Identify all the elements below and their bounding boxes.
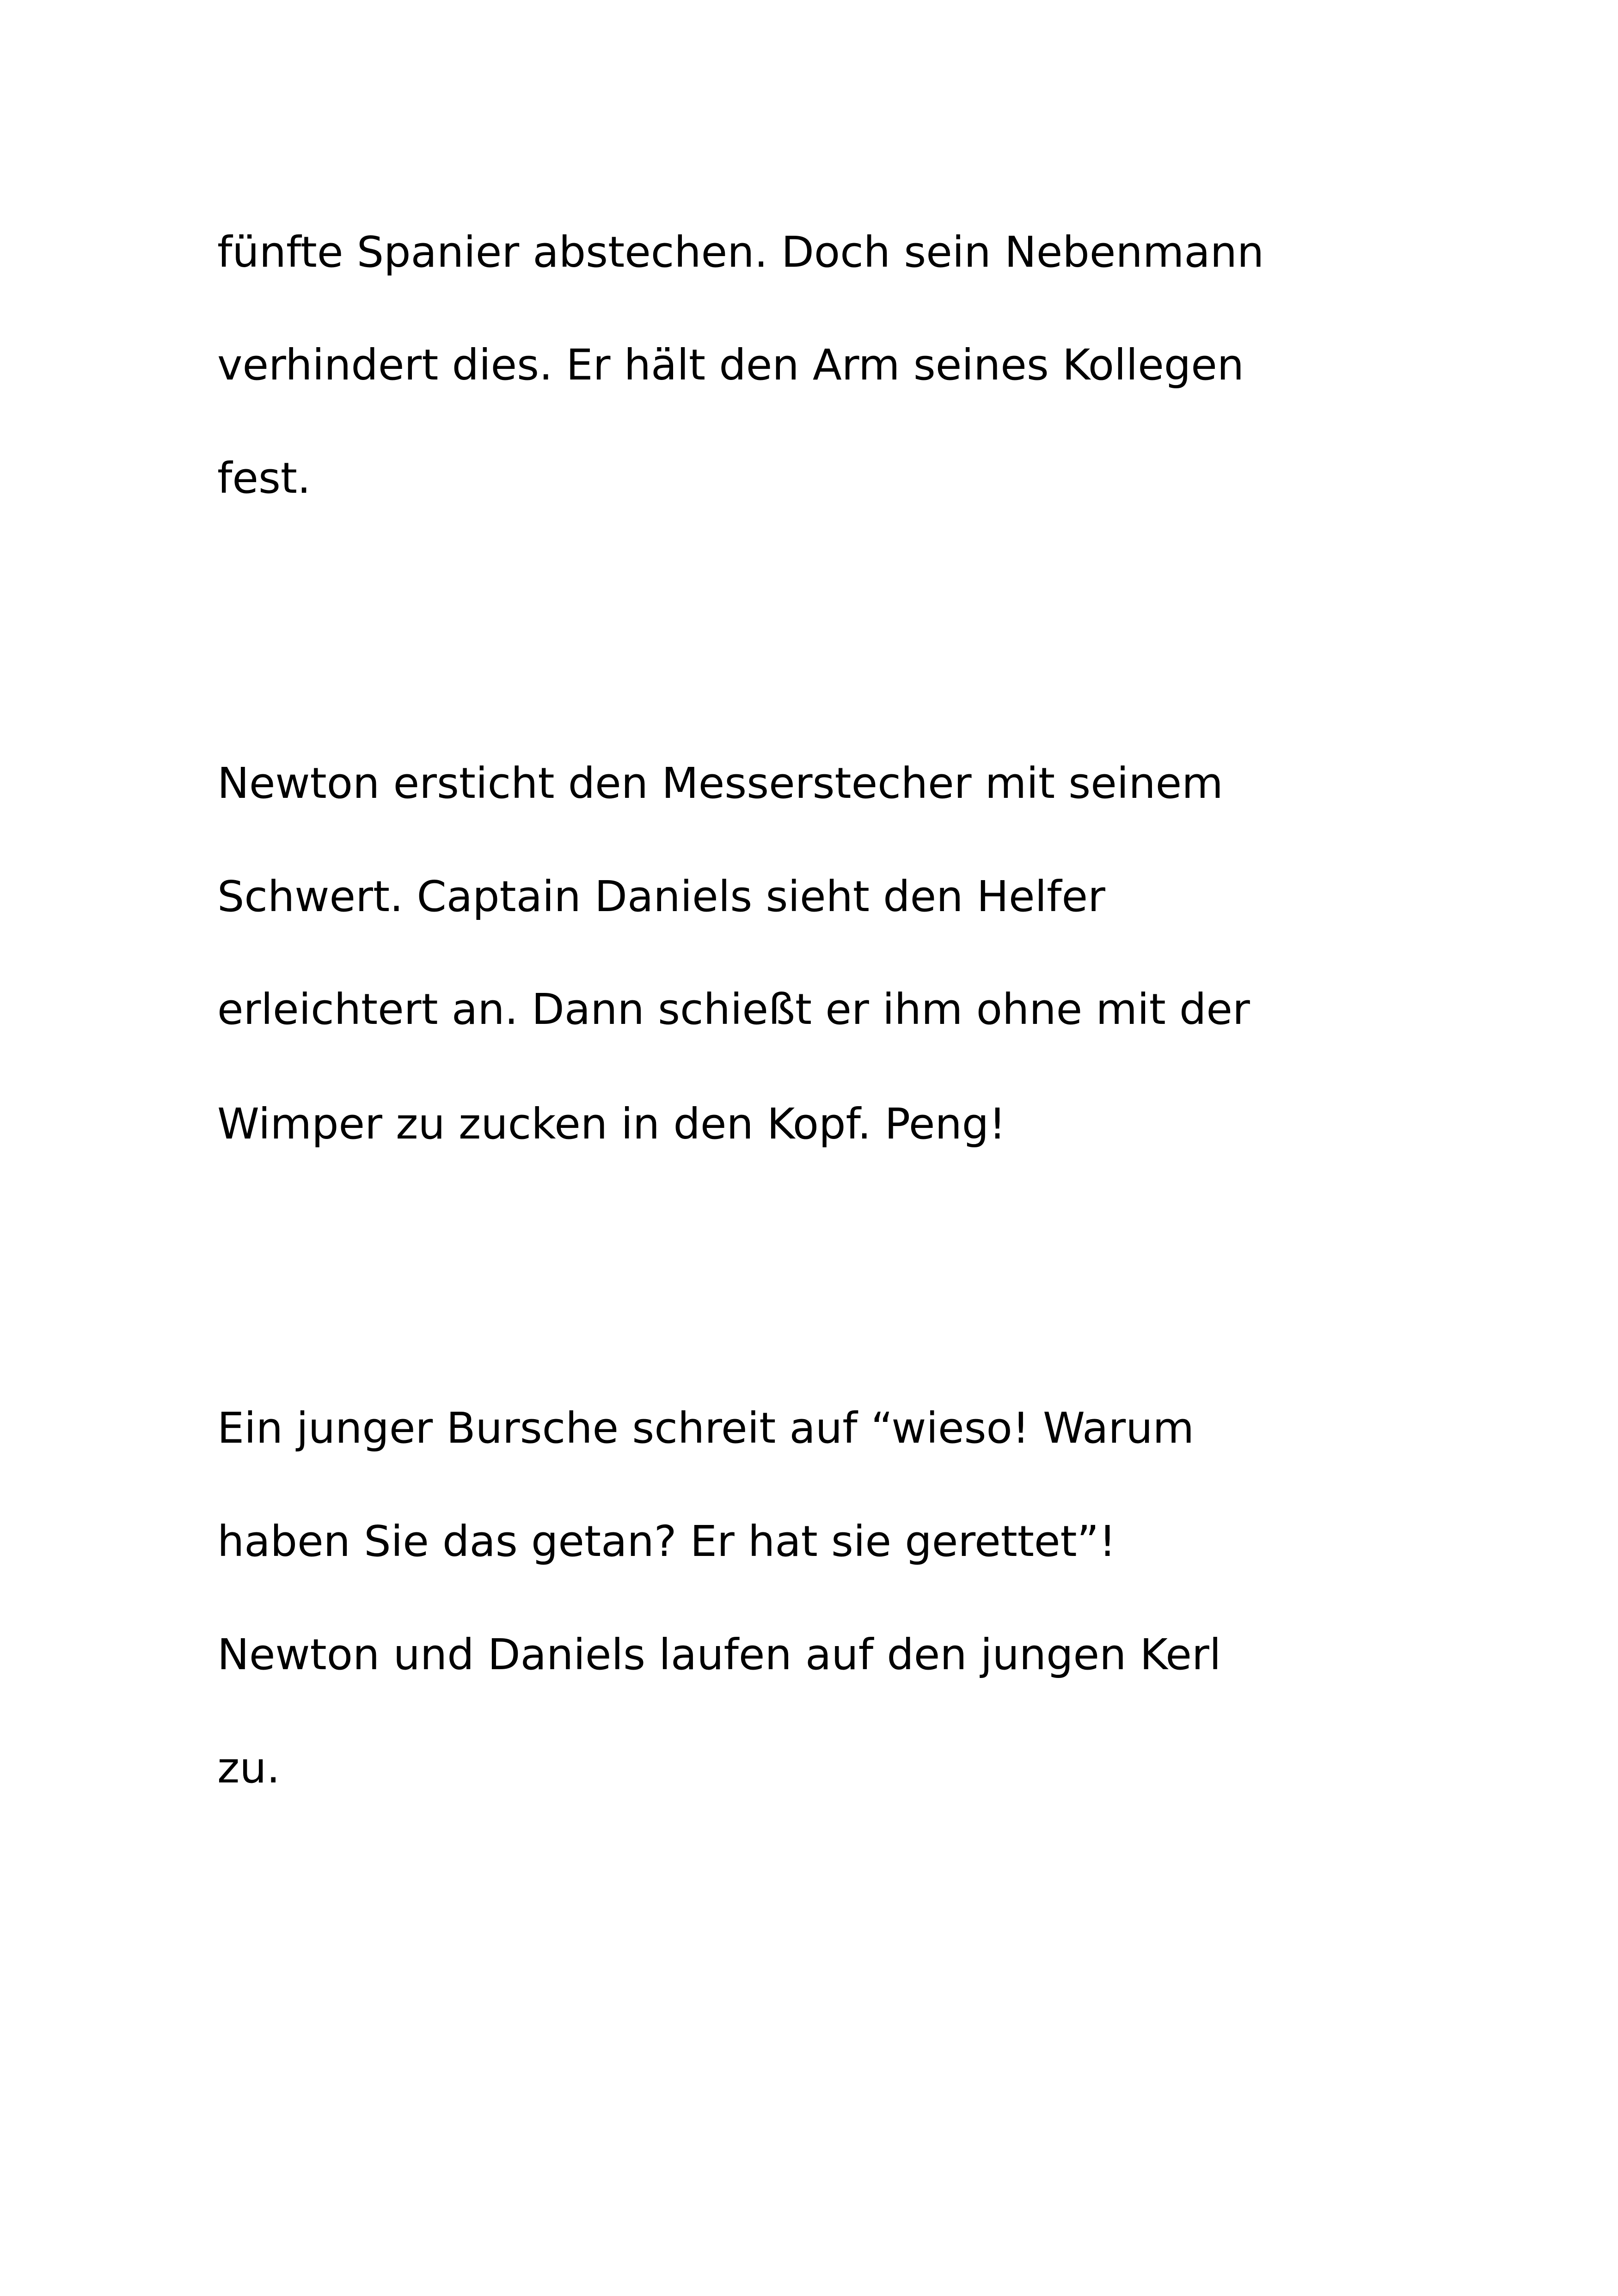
text-line: Schwert. Captain Daniels sieht den Helfer xyxy=(217,872,1105,921)
text-line: Newton ersticht den Messerstecher mit seinem xyxy=(217,759,1223,808)
text-line: verhindert dies. Er hält den Arm seines Kollegen xyxy=(217,340,1244,390)
text-line: fest. xyxy=(217,453,311,503)
text-line: haben Sie das getan? Er hat sie gerettet”! xyxy=(217,1517,1116,1566)
text-line: erleichtert an. Dann schießt er ihm ohne mit der xyxy=(217,985,1250,1034)
text-line: Ein junger Bursche schreit auf “wieso! Warum xyxy=(217,1403,1195,1453)
text-line: Newton und Daniels laufen auf den jungen Kerl xyxy=(217,1630,1221,1679)
text-line: zu. xyxy=(217,1743,280,1793)
text-line: Wimper zu zucken in den Kopf. Peng! xyxy=(217,1099,1006,1149)
text-line: fünfte Spanier abstechen. Doch sein Nebenmann xyxy=(217,227,1264,277)
